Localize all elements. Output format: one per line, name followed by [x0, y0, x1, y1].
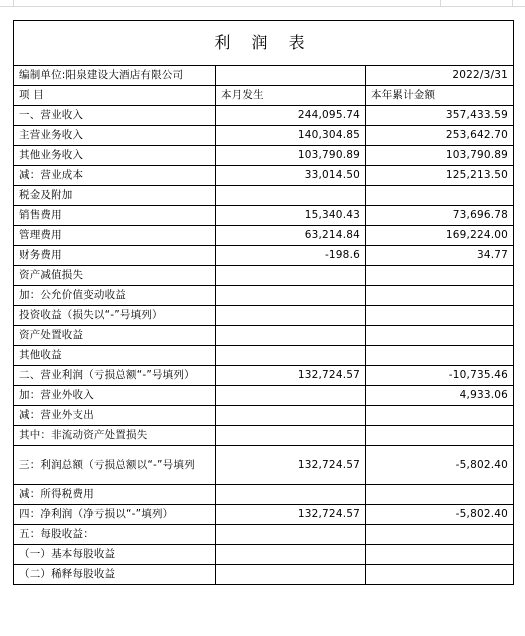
- row-item-cell[interactable]: 三：利润总额（亏损总额以“-”号填列: [14, 446, 216, 485]
- row-ytd-cell[interactable]: [366, 545, 514, 565]
- row-ytd-cell[interactable]: [366, 306, 514, 326]
- row-item-cell[interactable]: 五：每股收益：: [14, 525, 216, 545]
- table-row: [14, 525, 514, 545]
- header-item[interactable]: 项 目: [14, 86, 216, 106]
- row-ytd-cell[interactable]: -10,735.46: [366, 366, 514, 386]
- row-month-cell[interactable]: [216, 186, 366, 206]
- row-month-cell[interactable]: 33,014.50: [216, 166, 366, 186]
- row-month-cell[interactable]: [216, 346, 366, 366]
- table-row: [14, 426, 514, 446]
- row-month-cell[interactable]: [216, 426, 366, 446]
- row-item-cell[interactable]: （二）稀释每股收益: [14, 565, 216, 585]
- header-row: [14, 86, 514, 106]
- row-item-cell[interactable]: 其他业务收入: [14, 146, 216, 166]
- ruler-tick: [13, 0, 14, 6]
- table-row: [14, 246, 514, 266]
- row-item-cell[interactable]: 管理费用: [14, 226, 216, 246]
- row-item-cell[interactable]: 二、营业利润（亏损总额“-”号填列）: [14, 366, 216, 386]
- ruler-tick: [440, 0, 441, 6]
- row-month-cell[interactable]: [216, 386, 366, 406]
- header-ytd[interactable]: 本年累计金额: [366, 86, 514, 106]
- row-item-cell[interactable]: 投资收益（损失以“-”号填列）: [14, 306, 216, 326]
- table-row: [14, 485, 514, 505]
- row-item-cell[interactable]: 减：营业成本: [14, 166, 216, 186]
- statement-title[interactable]: 利 润 表: [14, 21, 514, 66]
- table-row: [14, 286, 514, 306]
- table-row: [14, 186, 514, 206]
- row-month-cell[interactable]: [216, 286, 366, 306]
- row-ytd-cell[interactable]: 4,933.06: [366, 386, 514, 406]
- row-item-cell[interactable]: 税金及附加: [14, 186, 216, 206]
- table-row: [14, 446, 514, 485]
- row-month-cell[interactable]: 132,724.57: [216, 366, 366, 386]
- row-item-cell[interactable]: 一、营业收入: [14, 106, 216, 126]
- company-cell[interactable]: 编制单位:阳泉建设大酒店有限公司: [14, 66, 216, 86]
- row-item-cell[interactable]: 财务费用: [14, 246, 216, 266]
- row-item-cell[interactable]: 销售费用: [14, 206, 216, 226]
- row-month-cell[interactable]: 140,304.85: [216, 126, 366, 146]
- row-ytd-cell[interactable]: [366, 186, 514, 206]
- row-item-cell[interactable]: 主营业务收入: [14, 126, 216, 146]
- income-statement-table: [13, 20, 514, 585]
- row-ytd-cell[interactable]: [366, 485, 514, 505]
- row-item-cell[interactable]: （一）基本每股收益: [14, 545, 216, 565]
- table-row: [14, 406, 514, 426]
- info-row: [14, 66, 514, 86]
- table-row: [14, 146, 514, 166]
- row-item-cell[interactable]: 减：所得税费用: [14, 485, 216, 505]
- row-item-cell[interactable]: 加：公允价值变动收益: [14, 286, 216, 306]
- title-row: [14, 21, 514, 66]
- row-month-cell[interactable]: [216, 525, 366, 545]
- row-month-cell[interactable]: [216, 565, 366, 585]
- table-row: [14, 545, 514, 565]
- row-month-cell[interactable]: [216, 545, 366, 565]
- table-row: [14, 266, 514, 286]
- row-item-cell[interactable]: 其他收益: [14, 346, 216, 366]
- row-month-cell[interactable]: [216, 326, 366, 346]
- header-month[interactable]: 本月发生: [216, 86, 366, 106]
- row-month-cell[interactable]: 103,790.89: [216, 146, 366, 166]
- row-ytd-cell[interactable]: [366, 406, 514, 426]
- row-item-cell[interactable]: 其中：非流动资产处置损失: [14, 426, 216, 446]
- row-item-cell[interactable]: 加：营业外收入: [14, 386, 216, 406]
- date-cell[interactable]: 2022/3/31: [366, 66, 514, 86]
- row-month-cell[interactable]: 15,340.43: [216, 206, 366, 226]
- row-month-cell[interactable]: [216, 485, 366, 505]
- row-ytd-cell[interactable]: 125,213.50: [366, 166, 514, 186]
- row-ytd-cell[interactable]: 357,433.59: [366, 106, 514, 126]
- table-row: [14, 326, 514, 346]
- table-row: [14, 106, 514, 126]
- row-item-cell[interactable]: 资产减值损失: [14, 266, 216, 286]
- row-item-cell[interactable]: 四：净利润（净亏损以“-”填列）: [14, 505, 216, 525]
- row-ytd-cell[interactable]: [366, 426, 514, 446]
- row-ytd-cell[interactable]: -5,802.40: [366, 446, 514, 485]
- table-row: [14, 346, 514, 366]
- empty-cell[interactable]: [216, 66, 366, 86]
- row-ytd-cell[interactable]: 253,642.70: [366, 126, 514, 146]
- row-ytd-cell[interactable]: 73,696.78: [366, 206, 514, 226]
- row-item-cell[interactable]: 减：营业外支出: [14, 406, 216, 426]
- row-month-cell[interactable]: [216, 406, 366, 426]
- table-row: [14, 386, 514, 406]
- table-row: [14, 306, 514, 326]
- row-month-cell[interactable]: -198.6: [216, 246, 366, 266]
- table-row: [14, 565, 514, 585]
- row-month-cell[interactable]: 132,724.57: [216, 505, 366, 525]
- ruler-tick: [512, 0, 513, 6]
- row-ytd-cell[interactable]: -5,802.40: [366, 505, 514, 525]
- row-ytd-cell[interactable]: [366, 346, 514, 366]
- row-ytd-cell[interactable]: 103,790.89: [366, 146, 514, 166]
- row-month-cell[interactable]: 132,724.57: [216, 446, 366, 485]
- table-row: [14, 505, 514, 525]
- row-item-cell[interactable]: 资产处置收益: [14, 326, 216, 346]
- row-ytd-cell[interactable]: [366, 525, 514, 545]
- table-row: [14, 206, 514, 226]
- sheet-top-ruler: [0, 0, 525, 7]
- table-row: [14, 226, 514, 246]
- row-ytd-cell[interactable]: [366, 326, 514, 346]
- row-month-cell[interactable]: 244,095.74: [216, 106, 366, 126]
- row-ytd-cell[interactable]: 34.77: [366, 246, 514, 266]
- row-month-cell[interactable]: [216, 306, 366, 326]
- table-row: [14, 366, 514, 386]
- row-ytd-cell[interactable]: [366, 565, 514, 585]
- row-ytd-cell[interactable]: [366, 286, 514, 306]
- row-ytd-cell[interactable]: 169,224.00: [366, 226, 514, 246]
- table-row: [14, 126, 514, 146]
- row-month-cell[interactable]: [216, 266, 366, 286]
- row-ytd-cell[interactable]: [366, 266, 514, 286]
- table-row: [14, 166, 514, 186]
- row-month-cell[interactable]: 63,214.84: [216, 226, 366, 246]
